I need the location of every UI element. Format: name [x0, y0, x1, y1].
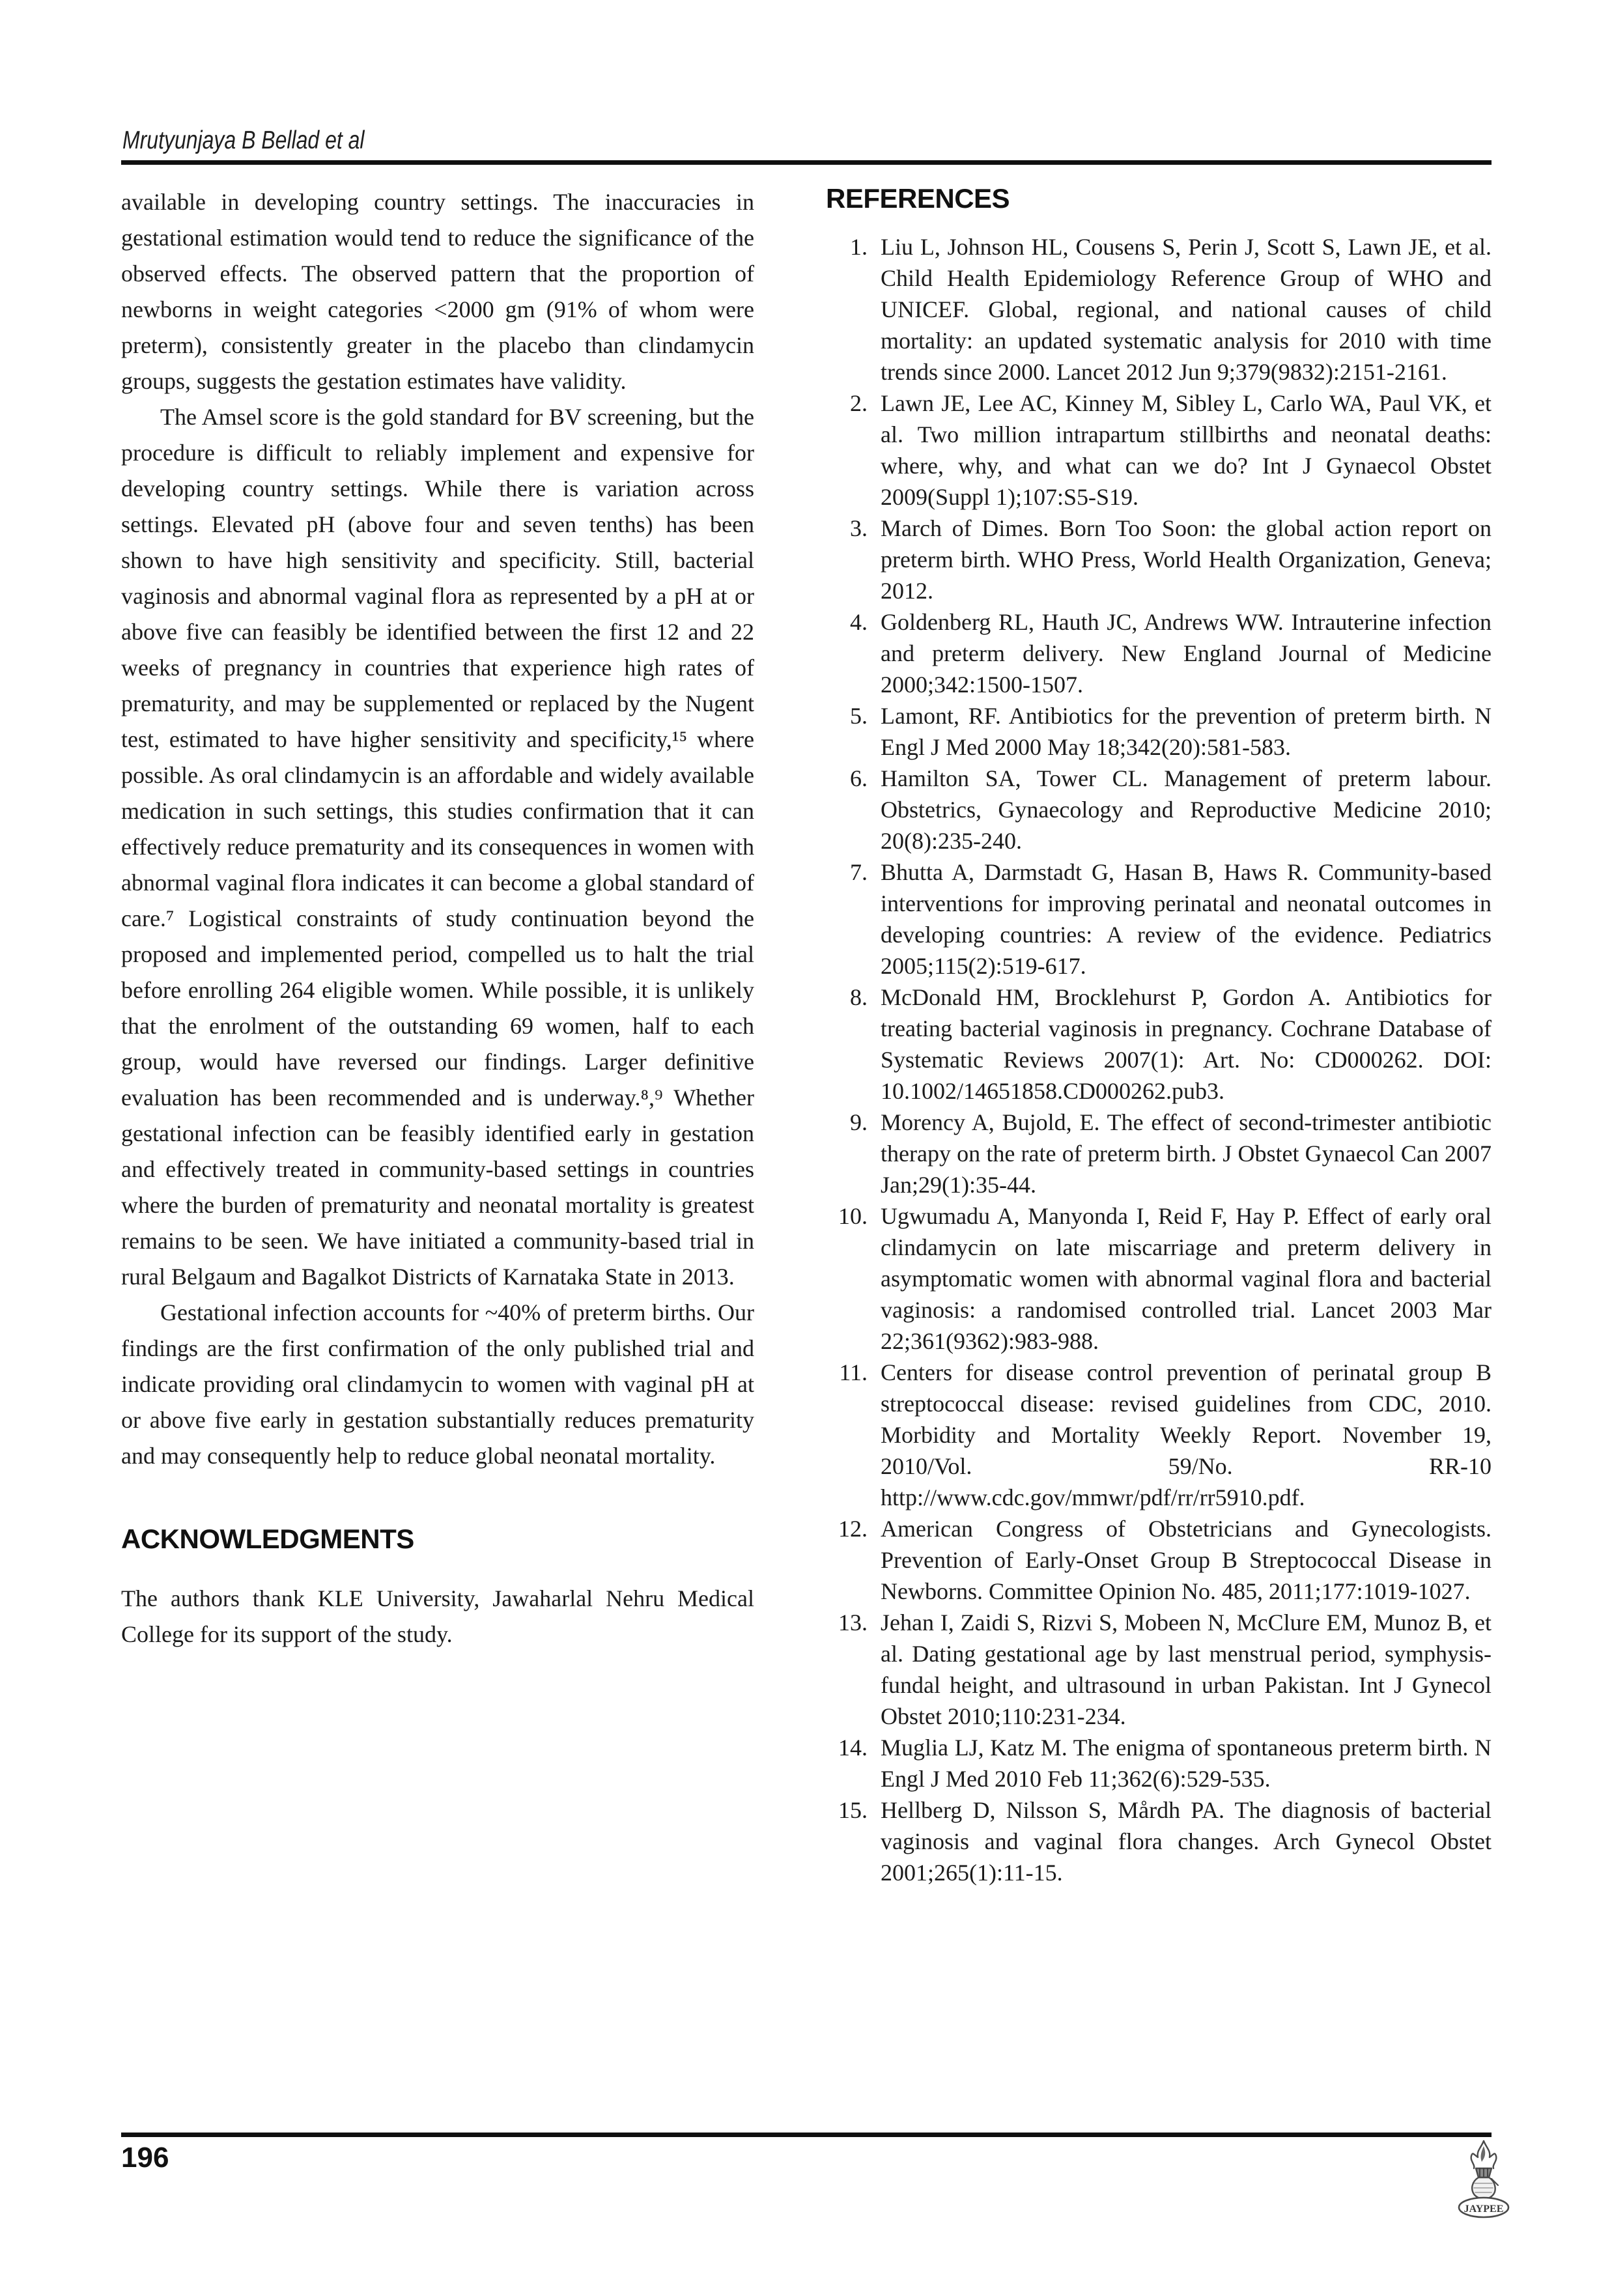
- reference-item: Ugwumadu A, Manyonda I, Reid F, Hay P. Effect of early oral clindamycin on late miscarriage and preterm delivery in asymptomatic women with abnormal vaginal flora and bacterial vaginosis: a randomised controlled trial. Lancet 2003 Mar 22;361(9362):983-988.: [881, 1203, 1492, 1354]
- left-column: [121, 184, 754, 1888]
- page-number: 196: [121, 2142, 169, 2174]
- reference-item: Centers for disease control prevention of perinatal group B streptococcal disease: revised guidelines from CDC, 2010. Morbidity and Mortality Weekly Report. November 19, 2010/Vol. 59/No. RR-10 http://www.cdc.gov/mmwr/pdf/rr/rr5910.pdf.: [881, 1359, 1492, 1510]
- reference-item: Morency A, Bujold, E. The effect of second-trimester antibiotic therapy on the rate of preterm birth. J Obstet Gynaecol Can 2007 Jan;29(1):35-44.: [881, 1109, 1492, 1198]
- reference-item: Jehan I, Zaidi S, Rizvi S, Mobeen N, McClure EM, Munoz B, et al. Dating gestational age by last menstrual period, symphysis-fundal height, and ultrasound in urban Pakistan. Int J Gynecol Obstet 2010;110:231-234.: [881, 1609, 1492, 1729]
- torch-icon: [1456, 2138, 1511, 2219]
- body-paragraph: available in developing country settings. The inaccuracies in gestational estimation would tend to reduce the significance of the observed effects. The observed pattern that the proportion of newborns in weight categories <2000 gm (91% of whom were preterm), consistently greater in the placebo than clindamycin groups, suggests the gestation estimates have validity.: [121, 189, 754, 394]
- reference-item: Lawn JE, Lee AC, Kinney M, Sibley L, Carlo WA, Paul VK, et al. Two million intrapartum stillbirths and neonatal deaths: where, why, and what can we do? Int J Gynaecol Obstet 2009(Suppl 1);107:S5-S19.: [881, 390, 1492, 510]
- references-heading: REFERENCES: [826, 183, 1010, 214]
- acknowledgments-text: The authors thank KLE University, Jawaharlal Nehru Medical College for its support of the study.: [121, 1585, 754, 1647]
- footer-rule: [121, 2133, 1492, 2137]
- reference-item: Lamont, RF. Antibiotics for the prevention of preterm birth. N Engl J Med 2000 May 18;342(20):581-583.: [881, 703, 1492, 760]
- body-paragraph: Gestational infection accounts for ~40% of preterm births. Our findings are the first confirmation of the only published trial and indicate providing oral clindamycin to women with vaginal pH at or above five early in gestation substantially reduces prematurity and may consequently help to reduce global neonatal mortality.: [121, 1299, 754, 1469]
- header-rule: [121, 160, 1492, 165]
- right-column: [826, 184, 1492, 1888]
- reference-item: March of Dimes. Born Too Soon: the global action report on preterm birth. WHO Press, World Health Organization, Geneva; 2012.: [881, 515, 1492, 604]
- jaypee-logo: [1456, 2138, 1511, 2219]
- running-head: Mrutyunjaya B Bellad et al: [122, 126, 365, 154]
- body-paragraph: The Amsel score is the gold standard for BV screening, but the procedure is difficult to reliably implement and expensive for developing country settings. While there is variation across settings. Elevated pH (above four and seven tenths) has been shown to have high sensitivity and specificity. Still, bacterial vaginosis and abnormal vaginal flora as represented by a pH at or above five can feasibly be identified between the first 12 and 22 weeks of pregnancy in countries that experience high rates of prematurity, and may be supplemented or replaced by the Nugent test, estimated to have higher sensitivity and specificity,¹⁵ where possible. As oral clindamycin is an affordable and widely available medication in such settings, this studies confirmation that it can effectively reduce prematurity and its consequences in women with abnormal vaginal flora indicates it can become a global standard of care.⁷ Logistical constraints of study continuation beyond the proposed and implemented period, compelled us to halt the trial before enrolling 264 eligible women. While possible, it is unlikely that the enrolment of the outstanding 69 women, half to each group, would have reversed our findings. Larger definitive evaluation has been recommended and is underway.⁸,⁹ Whether gestational infection can be feasibly identified early in gestation and effectively treated in community-based settings in countries where the burden of prematurity and neonatal mortality is greatest remains to be seen. We have initiated a community-based trial in rural Belgaum and Bagalkot Districts of Karnataka State in 2013.: [121, 404, 754, 1290]
- two-column-content: [121, 184, 1492, 1888]
- acknowledgments-heading: ACKNOWLEDGMENTS: [121, 1524, 414, 1554]
- reference-item: Muglia LJ, Katz M. The enigma of spontaneous preterm birth. N Engl J Med 2010 Feb 11;362(6):529-535.: [881, 1735, 1492, 1792]
- reference-item: Goldenberg RL, Hauth JC, Andrews WW. Intrauterine infection and preterm delivery. New England Journal of Medicine 2000;342:1500-1507.: [881, 609, 1492, 698]
- reference-item: American Congress of Obstetricians and Gynecologists. Prevention of Early-Onset Group B Streptococcal Disease in Newborns. Committee Opinion No. 485, 2011;177:1019-1027.: [881, 1516, 1492, 1604]
- reference-list: [826, 231, 1492, 1888]
- reference-item: Hamilton SA, Tower CL. Management of preterm labour. Obstetrics, Gynaecology and Reproductive Medicine 2010; 20(8):235-240.: [881, 765, 1492, 854]
- reference-item: McDonald HM, Brocklehurst P, Gordon A. Antibiotics for treating bacterial vaginosis in pregnancy. Cochrane Database of Systematic Reviews 2007(1): Art. No: CD000262. DOI: 10.1002/14651858.CD000262.pub3.: [881, 984, 1492, 1104]
- publisher-logo-text: JAYPEE: [1464, 2204, 1504, 2215]
- reference-item: Hellberg D, Nilsson S, Mårdh PA. The diagnosis of bacterial vaginosis and vaginal flora changes. Arch Gynecol Obstet 2001;265(1):11-15.: [881, 1797, 1492, 1886]
- reference-item: Bhutta A, Darmstadt G, Hasan B, Haws R. Community-based interventions for improving perinatal and neonatal outcomes in developing countries: A review of the evidence. Pediatrics 2005;115(2):519-617.: [881, 859, 1492, 979]
- reference-item: Liu L, Johnson HL, Cousens S, Perin J, Scott S, Lawn JE, et al. Child Health Epidemiology Reference Group of WHO and UNICEF. Global, regional, and national causes of child mortality: an updated systematic analysis for 2010 with time trends since 2000. Lancet 2012 Jun 9;379(9832):2151-2161.: [881, 234, 1492, 385]
